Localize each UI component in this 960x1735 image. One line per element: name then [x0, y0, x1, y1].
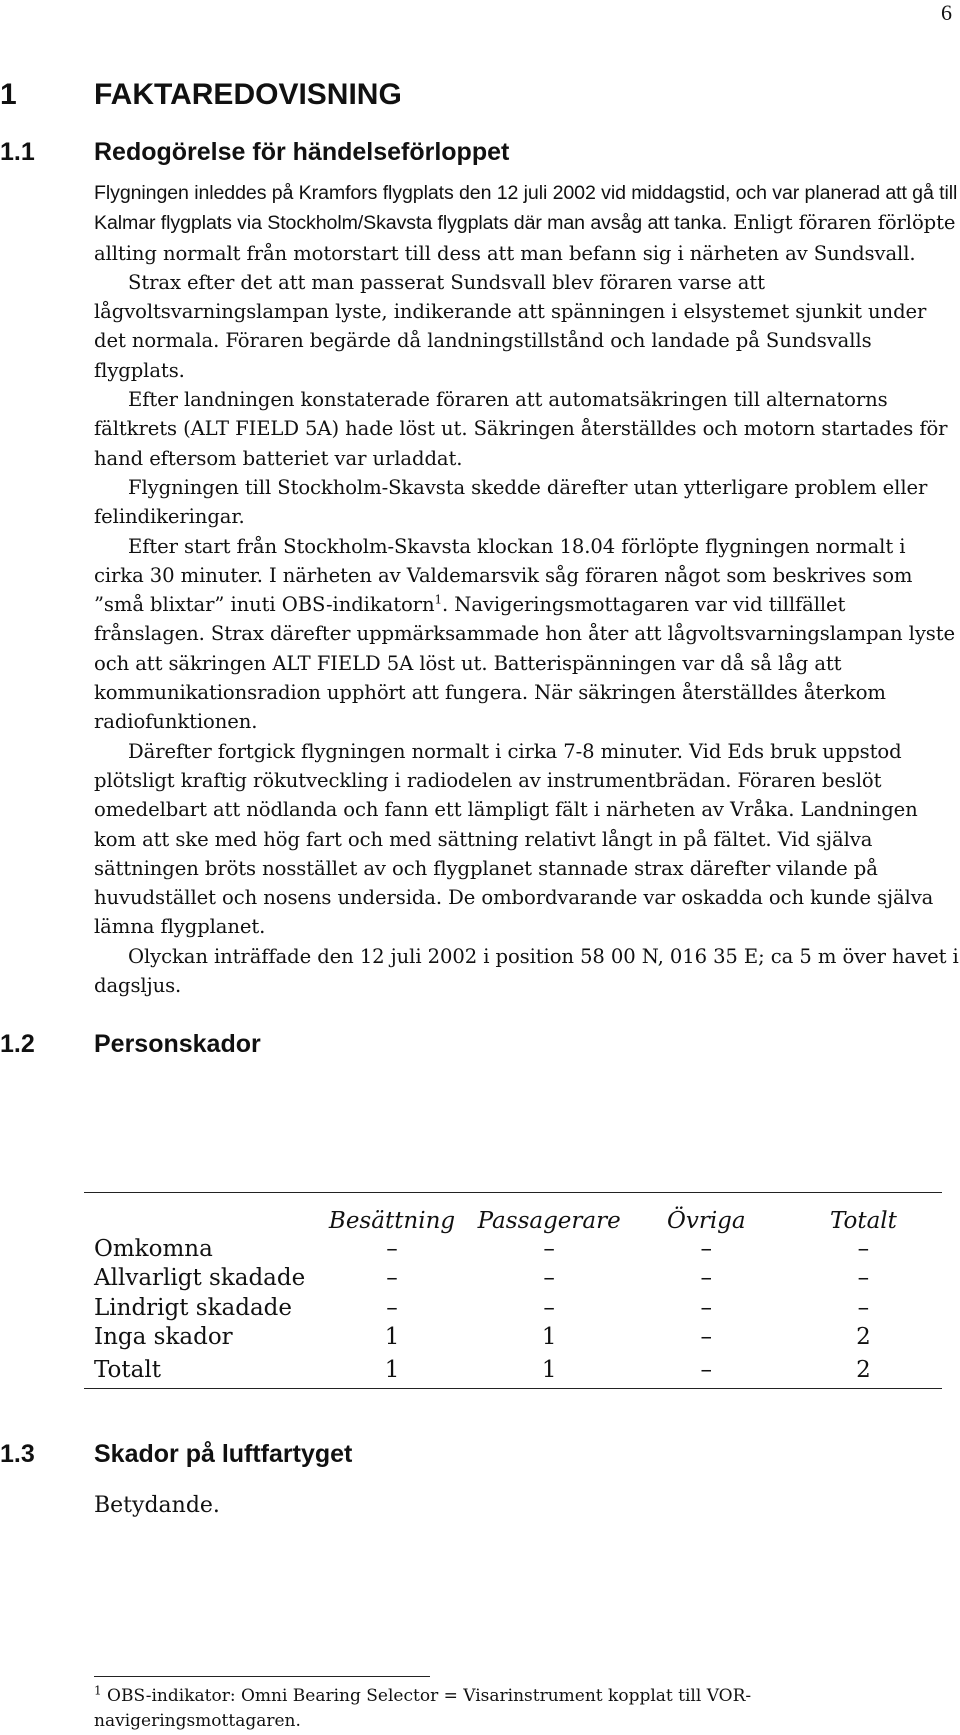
table-row: [84, 1293, 942, 1323]
table-total-row: [84, 1352, 942, 1389]
section-1-1-heading: [0, 138, 509, 167]
paragraph-2: Strax efter det att man passerat Sundsvall blev föraren varse att lågvoltsvarningslampan lyste, indikerande att spänningen i elsystemet sjunkit under det normala. Föraren begärde då landningstillstånd och landade på Sundsvalls flygplats.: [94, 270, 927, 382]
intro-sans-text: Flygningen inleddes på Kramfors flygplats den 12 juli 2002 vid middagstid, och var planerad att gå till Kalmar flygplats via Stockholm/Skavsta flygplats där man avsåg att tanka.: [94, 182, 958, 235]
table-cell: –: [857, 1294, 870, 1321]
table-cell: Omkomna: [94, 1235, 213, 1262]
footnote-divider: [94, 1676, 430, 1677]
table-cell: 1: [384, 1324, 400, 1351]
section-number: 1.2: [0, 1030, 35, 1058]
paragraph-6: Därefter fortgick flygningen normalt i cirka 7-8 minuter. Vid Eds bruk uppstod plötsligt kraftig rökutveckling i radiodelen av instrumentbrädan. Föraren beslöt omedelbart att nödlanda och fann ett lämpligt fält i närheten av Vråka. Landningen kom att ske med hög fart och med sättning relativt långt in på fältet. Vid själva sättningen bröts nosstället av och flygplanet stannade strax därefter vilande på huvudstället och nosens undersida. De ombordvarande var oskadda och kunde själva lämna flygplanet.: [94, 739, 934, 939]
section-1-3-text: Betydande.: [94, 1493, 220, 1518]
table-cell: –: [386, 1235, 398, 1262]
table-cell: –: [700, 1294, 713, 1321]
table-cell: Inga skador: [94, 1324, 233, 1351]
section-1-2-heading: [0, 1030, 261, 1059]
paragraph-4: Flygningen till Stockholm-Skavsta skedde därefter utan ytterligare problem eller felindikeringar.: [94, 475, 928, 529]
table-cell: Totalt: [84, 1352, 313, 1389]
section-1-3-heading: [0, 1440, 352, 1469]
section-1-1-body: [94, 178, 960, 1000]
section-number: 1.1: [0, 138, 35, 166]
table-cell: –: [857, 1235, 870, 1262]
table-header-cell: Passagerare: [471, 1193, 628, 1235]
table-header-cell: Totalt: [785, 1193, 942, 1235]
table-row: [84, 1323, 942, 1353]
intro-paragraph: [94, 178, 960, 268]
footnote-text: OBS-indikator: Omni Bearing Selector = Visarinstrument kopplat till VOR-navigeringsmottagaren.: [94, 1686, 752, 1731]
table-cell: –: [700, 1265, 713, 1292]
paragraph-5-text-b: . Navigeringsmottagaren var vid tillfället frånslagen. Strax därefter uppmärksammade hon åter att lågvoltsvarningslampan lyste och att säkringen ALT FIELD 5A löst ut. Batterispänningen var då så låg att kommunikationsradion upphört att fungera. När säkringen återställdes återkom radiofunktionen.: [94, 593, 956, 734]
section-number: 1.3: [0, 1440, 35, 1468]
paragraph-3: Efter landningen konstaterade föraren att automatsäkringen till alternatorns fältkrets (ALT FIELD 5A) hade löst ut. Säkringen återställdes och motorn startades för hand eftersom batteriet var urladdat.: [94, 388, 948, 470]
table-cell: –: [543, 1294, 555, 1321]
table-row: [84, 1234, 942, 1264]
footnote-reference: 1: [434, 592, 443, 607]
paragraph-5-text-a: Efter start från Stockholm-Skavsta klockan 18.04 förlöpte flygningen normalt i cirka 30 minuter. I närheten av Valdemarsvik såg föraren något som beskrives som ”små blixtar” inuti OBS-indikatorn: [94, 534, 913, 617]
table-cell: –: [628, 1352, 785, 1389]
table-cell: –: [700, 1324, 713, 1351]
table-header-cell: Besättning: [313, 1193, 470, 1235]
table-cell: Allvarligt skadade: [94, 1265, 306, 1292]
table-cell: 1: [541, 1324, 557, 1351]
table-cell: Lindrigt skadade: [94, 1294, 293, 1321]
table-cell: –: [386, 1265, 398, 1292]
table-cell: –: [543, 1265, 555, 1292]
footnote-marker: 1: [94, 1683, 102, 1698]
table-cell: –: [857, 1265, 870, 1292]
table-cell: 1: [471, 1352, 628, 1389]
table-row: [84, 1264, 942, 1294]
section-title: Personskador: [94, 1030, 261, 1058]
table-header-cell: Övriga: [628, 1193, 785, 1235]
personskador-table: [84, 1192, 942, 1389]
page-number: 6: [941, 0, 952, 25]
table-cell: –: [700, 1235, 713, 1262]
table-header-row: [84, 1193, 942, 1235]
section-title: Skador på luftfartyget: [94, 1440, 353, 1468]
table-cell: –: [386, 1294, 398, 1321]
table-cell: –: [543, 1235, 555, 1262]
chapter-heading: [0, 78, 402, 112]
table-cell: 1: [313, 1352, 470, 1389]
chapter-number: 1: [0, 78, 17, 111]
intro-serif-text: Enligt föraren förlöpte allting normalt från motorstart till dess att man befann sig i närheten av Sundsvall.: [94, 211, 956, 265]
section-title: Redogörelse för händelseförloppet: [94, 138, 510, 166]
chapter-title: FAKTAREDOVISNING: [94, 78, 402, 111]
table-header-cell: [84, 1193, 313, 1235]
table-cell: 2: [785, 1352, 942, 1389]
footnote: [94, 1684, 894, 1734]
paragraph-7: Olyckan inträffade den 12 juli 2002 i position 58 00 N, 016 35 E; ca 5 m över havet i dagsljus.: [94, 944, 959, 998]
paragraph-5: [94, 532, 960, 737]
table-cell: 2: [856, 1324, 871, 1351]
